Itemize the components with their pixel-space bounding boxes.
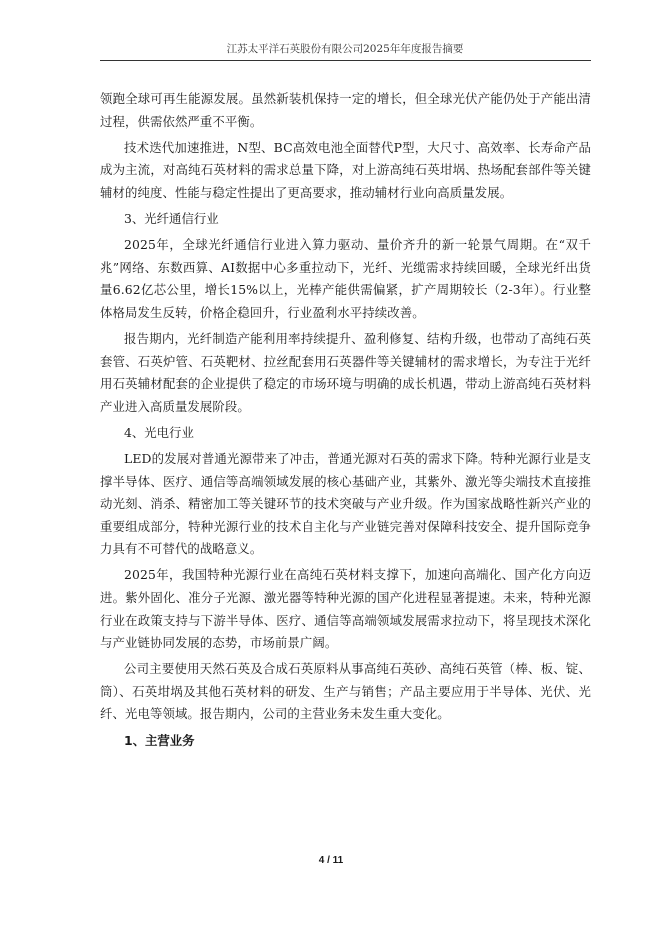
- paragraph-special-light-2025: 2025年，我国特种光源行业在高纯石英材料支撑下，加速向高端化、国产化方向迈进。紫外固化、准分子光源、激光器等特种光源的国产化进程显著提速。未来，特种光源行业在政策支持与下游半导体、医疗、通信等高端领域发展需求拉动下，将呈现技术深化与产业链协同发展的态势，市场前景广阔。: [100, 567, 591, 651]
- paragraph-fiber-2025: 2025年，全球光纤通信行业进入算力驱动、量价齐升的新一轮景气周期。在“双千兆”网络、东数西算、AI数据中心多重拉动下，光纤、光缆需求持续回暖，全球光纤出货量6.62亿芯公里，增长15%以上，光棒产能供需偏紧，扩产周期较长（2-3年）。行业整体格局发生反转，价格企稳回升，行业盈利水平持续改善。: [100, 237, 591, 320]
- document-body: [100, 88, 591, 756]
- paragraph-fiber-report-period: 报告期内，光纤制造产能利用率持续提升、盈利修复、结构升级，也带动了高纯石英套管、石英炉管、石英靶材、拉丝配套用石英器件等关键辅材的需求增长，为专注于光纤用石英辅材配套的企业提供了稳定的市场环境与明确的成长机遇，带动上游高纯石英材料产业进入高质量发展阶段。: [100, 330, 591, 414]
- section-heading-fiber: 3、光纤通信行业: [124, 210, 219, 226]
- section-heading-main-business: 1、主营业务: [124, 732, 195, 748]
- paragraph-tech-iteration: 技术迭代加速推进，N型、BC高效电池全面替代P型，大尺寸、高效率、长寿命产品成为主流，对高纯石英材料的需求总量下降，对上游高纯石英坩埚、热场配套部件等关键辅材的纯度、性能与稳定性提出了更高要求，推动辅材行业向高质量发展。: [100, 139, 591, 200]
- page-header: 江苏太平洋石英股份有限公司2025年年度报告摘要: [226, 43, 464, 55]
- page-number: 4 / 11: [318, 855, 344, 866]
- paragraph-solar-continued: 领跑全球可再生能源发展。虽然新装机保持一定的增长，但全球光伏产能仍处于产能出清过程，供需依然严重不平衡。: [100, 91, 591, 129]
- paragraph-led-special-light: LED的发展对普通光源带来了冲击，普通光源对石英的需求下降。特种光源行业是支撑半导体、医疗、通信等高端领域发展的核心基础产业，其紫外、激光等尖端技术直接推动光刻、消杀、精密加工等关键环节的技术突破与产业升级。作为国家战略性新兴产业的重要组成部分，特种光源行业的技术自主化与产业链完善对保障科技安全、提升国际竞争力具有不可替代的战略意义。: [100, 450, 591, 557]
- section-heading-optoelectronics: 4、光电行业: [124, 424, 194, 440]
- header-divider: [100, 60, 591, 61]
- paragraph-company-business: 公司主要使用天然石英及合成石英原料从事高纯石英砂、高纯石英管（棒、板、锭、筒）、石英坩埚及其他石英材料的研发、生产与销售；产品主要应用于半导体、光伏、光纤、光电等领域。报告期内，公司的主营业务未发生重大变化。: [100, 661, 591, 722]
